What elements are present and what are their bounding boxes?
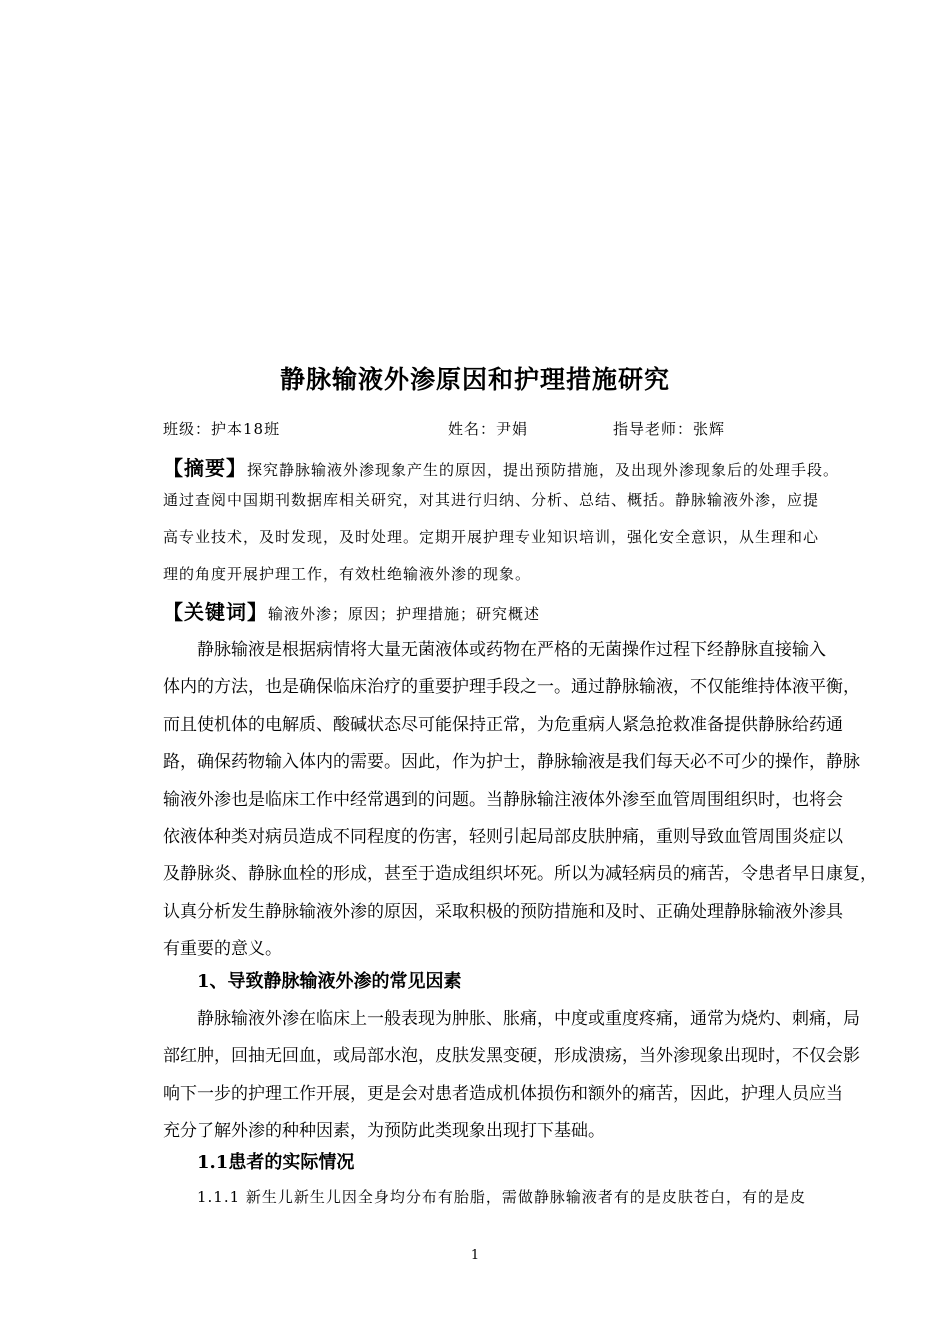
section-heading: 1、导致静脉输液外渗的常见因素 bbox=[197, 971, 462, 992]
paragraph-line: 认真分析发生静脉输液外渗的原因，采取积极的预防措施和及时、正确处理静脉输液外渗具 bbox=[163, 902, 843, 922]
paragraph-line: 依液体种类对病员造成不同程度的伤害，轻则引起局部皮肤肿痛，重则导致血管周围炎症以 bbox=[163, 827, 843, 847]
name-info: 姓名：尹娟 bbox=[448, 420, 529, 438]
keywords-tag: 【关键词】 bbox=[163, 600, 268, 624]
teacher-info: 指导老师：张辉 bbox=[613, 420, 726, 438]
paragraph-line: 充分了解外渗的种种因素，为预防此类现象出现打下基础。 bbox=[163, 1121, 605, 1141]
paragraph-line: 体内的方法，也是确保临床治疗的重要护理手段之一。通过静脉输液，不仅能维持体液平衡， bbox=[163, 677, 860, 697]
paragraph-line: 及静脉炎、静脉血栓的形成，甚至于造成组织坏死。所以为减轻病员的痛苦，令患者早日康复， bbox=[163, 864, 877, 884]
abstract-tag: 【摘要】 bbox=[163, 456, 247, 480]
abstract-line-2: 通过查阅中国期刊数据库相关研究，对其进行归纳、分析、总结、概括。静脉输液外渗，应提 bbox=[163, 491, 820, 509]
abstract-line-4: 理的角度开展护理工作，有效杜绝输液外渗的现象。 bbox=[163, 565, 532, 583]
paragraph-line: 响下一步的护理工作开展，更是会对患者造成机体损伤和额外的痛苦，因此，护理人员应当 bbox=[163, 1084, 843, 1104]
paragraph-line: 静脉输液外渗在临床上一般表现为肿胀、胀痛，中度或重度疼痛，通常为烧灼、刺痛，局 bbox=[197, 1009, 860, 1029]
page-number: 1 bbox=[470, 1248, 480, 1263]
paragraph-line: 静脉输液是根据病情将大量无菌液体或药物在严格的无菌操作过程下经静脉直接输入 bbox=[197, 640, 826, 660]
abstract-line-1 bbox=[163, 452, 840, 481]
keywords-text: 输液外渗；原因；护理措施；研究概述 bbox=[268, 605, 541, 623]
subsection-heading: 1.1患者的实际情况 bbox=[197, 1152, 355, 1173]
paragraph-line: 输液外渗也是临床工作中经常遇到的问题。当静脉输注液体外渗至血管周围组织时，也将会 bbox=[163, 790, 843, 810]
paragraph-line: 1.1.1 新生儿新生儿因全身均分布有胎脂，需做静脉输液者有的是皮肤苍白，有的是皮 bbox=[197, 1188, 806, 1206]
class-info: 班级：护本18班 bbox=[163, 420, 281, 438]
keywords-line bbox=[163, 596, 828, 625]
page-title: 静脉输液外渗原因和护理措施研究 bbox=[279, 365, 670, 394]
abstract-line-3: 高专业技术，及时发现，及时处理。定期开展护理专业知识培训，强化安全意识，从生理和心 bbox=[163, 528, 820, 546]
paragraph-line: 路，确保药物输入体内的需要。因此，作为护士，静脉输液是我们每天必不可少的操作，静脉 bbox=[163, 752, 860, 772]
paragraph-line: 部红肿，回抽无回血，或局部水泡，皮肤发黑变硬，形成溃疡，当外渗现象出现时，不仅会影 bbox=[163, 1046, 860, 1066]
paragraph-line: 有重要的意义。 bbox=[163, 939, 282, 959]
abstract-text: 探究静脉输液外渗现象产生的原因，提出预防措施，及出现外渗现象后的处理手段。 bbox=[247, 461, 840, 479]
paragraph-line: 而且使机体的电解质、酸碱状态尽可能保持正常，为危重病人紧急抢救准备提供静脉给药通 bbox=[163, 715, 843, 735]
